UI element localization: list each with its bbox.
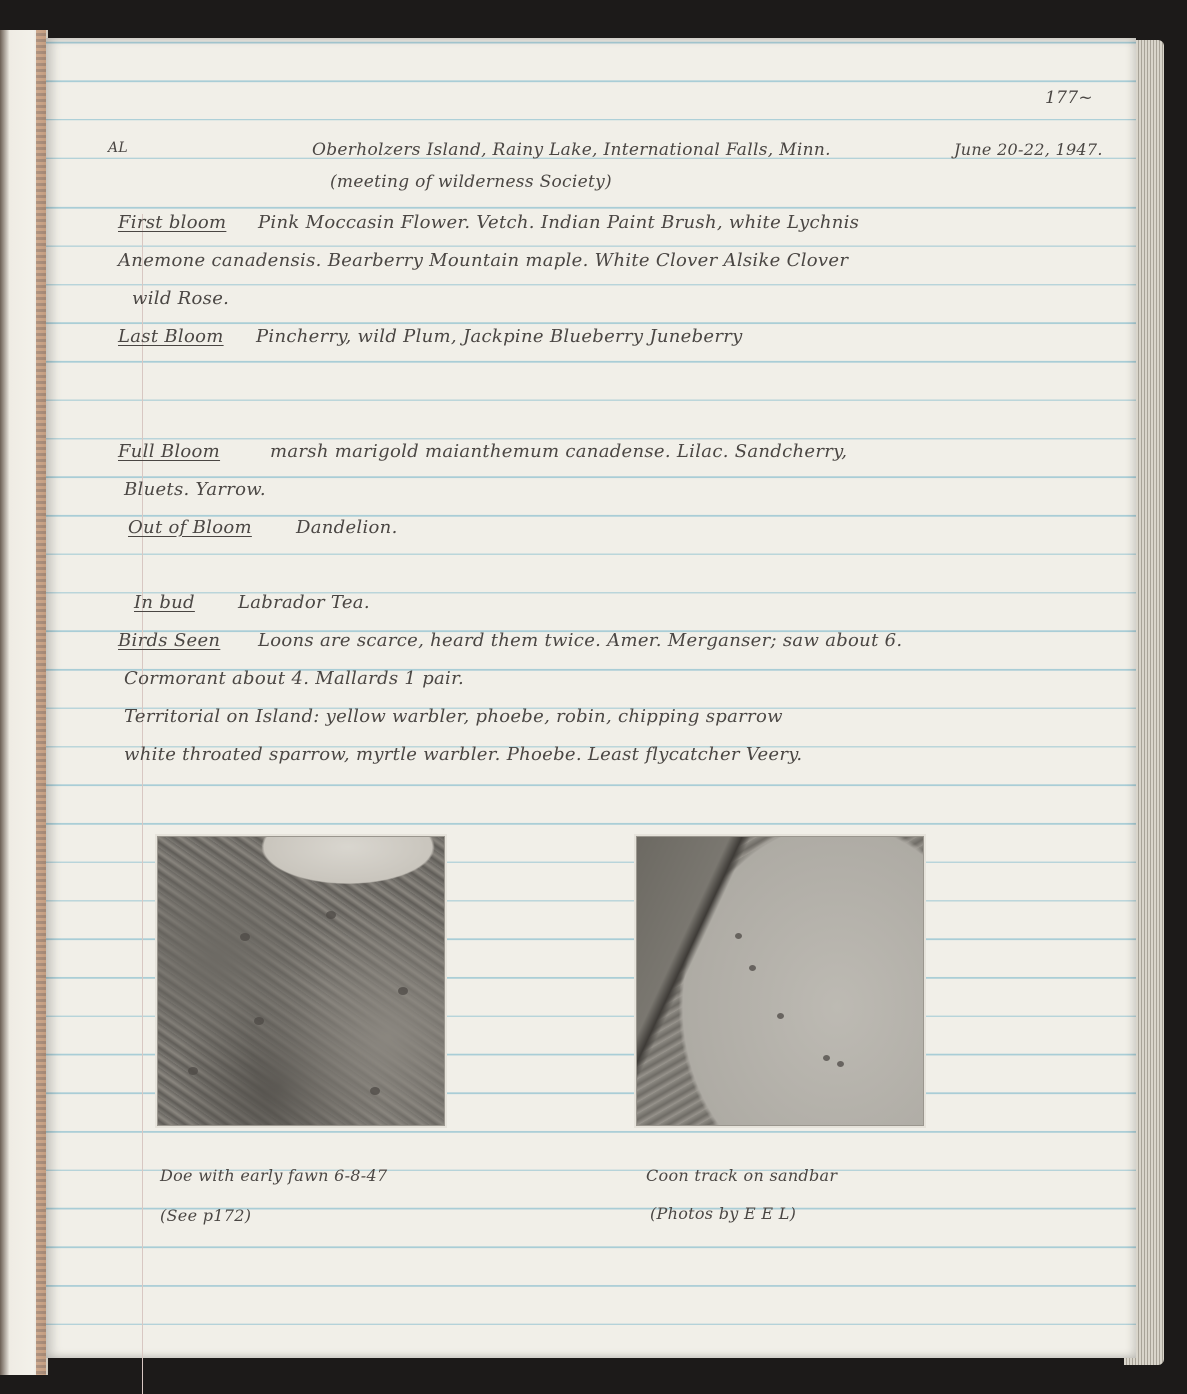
first-bloom-line2: Anemone canadensis. Bearberry Mountain maple. White Clover Alsike Clover: [118, 250, 849, 271]
full-bloom-line1: marsh marigold maianthemum canadense. Lilac. Sandcherry,: [270, 441, 848, 462]
territorial-line1: Territorial on Island: yellow warbler, phoebe, robin, chipping sparrow: [124, 706, 783, 727]
in-bud-label: In bud: [134, 592, 195, 613]
header-note: (meeting of wilderness Society): [330, 172, 612, 192]
left-photo-ref: (See p172): [160, 1206, 252, 1225]
in-bud-text: Labrador Tea.: [238, 592, 370, 613]
left-photo-caption: Doe with early fawn 6-8-47: [160, 1166, 388, 1185]
full-bloom-label: Full Bloom: [118, 441, 221, 462]
last-bloom-text: Pincherry, wild Plum, Jackpine Blueberry Juneberry: [256, 326, 743, 347]
photo-coon-tracks: [636, 836, 924, 1126]
notebook-page: [46, 38, 1136, 1358]
first-bloom-line1: Pink Moccasin Flower. Vetch. Indian Paint Brush, white Lychnis: [258, 212, 860, 233]
photo-doe-tracks: [157, 836, 445, 1126]
spine-binding: [36, 30, 46, 1375]
birds-line2: Cormorant about 4. Mallards 1 pair.: [124, 668, 465, 689]
page-number: 177~: [1045, 88, 1093, 108]
out-of-bloom-text: Dandelion.: [296, 517, 398, 538]
birds-line1: Loons are scarce, heard them twice. Amer. Merganser; saw about 6.: [258, 630, 903, 651]
margin-line: [142, 214, 143, 1394]
first-bloom-line3: wild Rose.: [132, 288, 230, 309]
first-bloom-label: First bloom: [118, 212, 227, 233]
right-photo-credit: (Photos by E E L): [650, 1204, 797, 1223]
birds-seen-label: Birds Seen: [118, 630, 221, 651]
full-bloom-line2: Bluets. Yarrow.: [124, 479, 266, 500]
out-of-bloom-label: Out of Bloom: [128, 517, 252, 538]
right-photo-caption: Coon track on sandbar: [646, 1166, 838, 1185]
header-location: Oberholzers Island, Rainy Lake, International Falls, Minn.: [312, 140, 831, 160]
last-bloom-label: Last Bloom: [118, 326, 224, 347]
header-code: AL: [108, 140, 129, 156]
header-date: June 20-22, 1947.: [954, 140, 1103, 159]
territorial-line2: white throated sparrow, myrtle warbler. Phoebe. Least flycatcher Veery.: [124, 744, 803, 765]
